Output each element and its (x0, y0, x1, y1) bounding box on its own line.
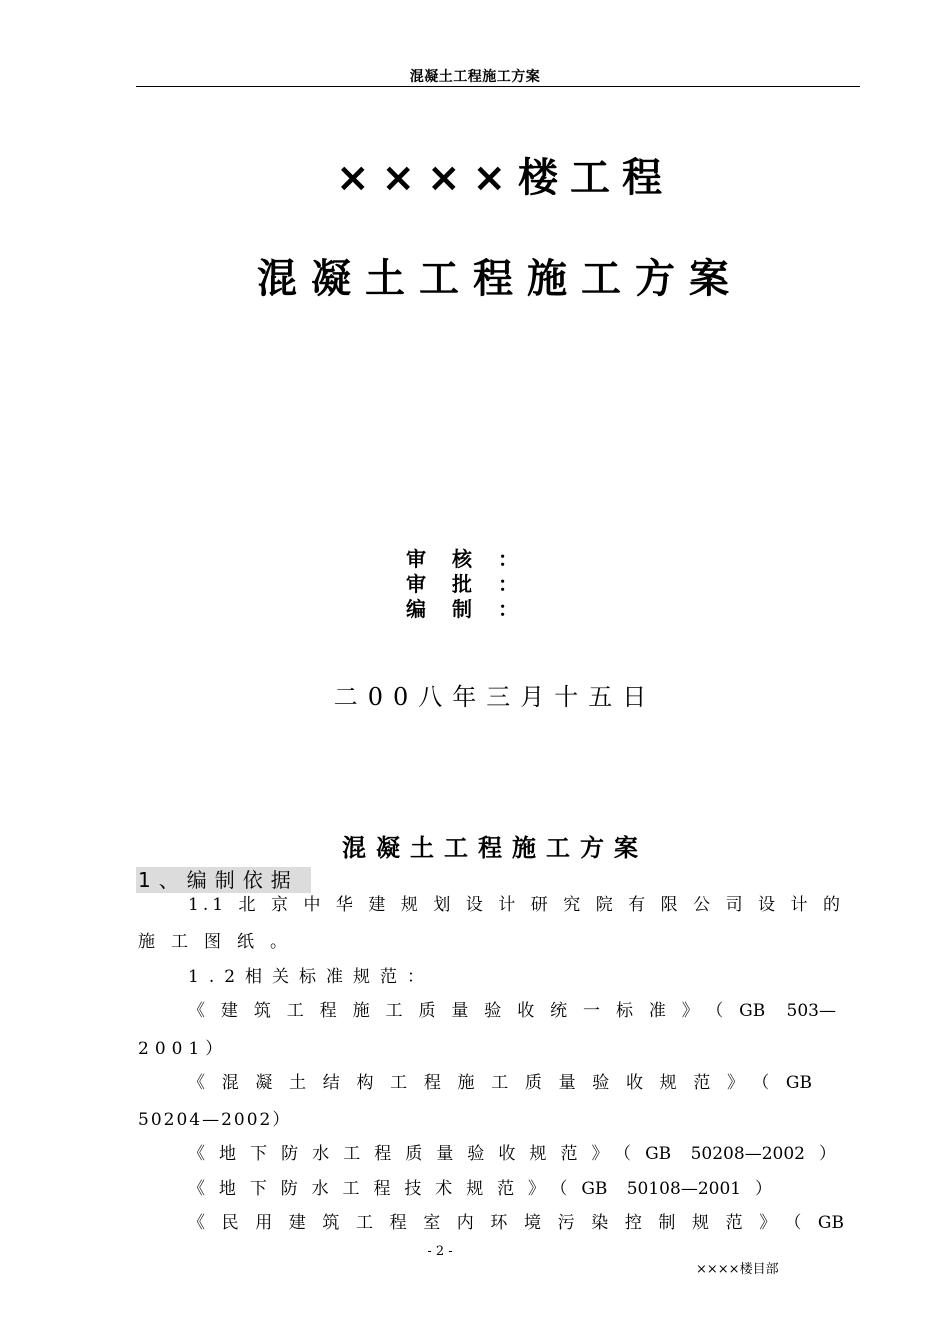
signature-colon: ： (498, 547, 518, 571)
signature-colon: ： (498, 597, 518, 621)
standard-item: 《建筑工程施工质量验收统一标准》（GB 503— (188, 1001, 836, 1021)
standard-item: 《地下防水工程技术规范》（GB 50108—2001） (188, 1179, 772, 1199)
header-rule (136, 86, 860, 87)
signature-compile (406, 593, 518, 622)
standard-item-cont: 2001） (138, 1039, 229, 1059)
running-header-title: 混凝土工程施工方案 (409, 69, 541, 85)
standard-item: 《地下防水工程质量验收规范》（GB 50208—2002） (188, 1144, 836, 1164)
footer-department: ××××楼目部 (696, 1262, 779, 1277)
item-1-2: 1.2相关标准规范： (188, 967, 435, 987)
cover-project-title: ××××楼工程 (335, 155, 675, 201)
cover-plan-title: 混凝土工程施工方案 (257, 256, 743, 302)
standard-item: 《混凝土结构工程施工质量验收规范》（GB (188, 1073, 812, 1093)
signature-label: 审批 (406, 572, 498, 596)
signature-label: 编制 (406, 597, 498, 621)
item-1-1-line2: 施工图纸。 (138, 932, 303, 952)
cover-date: 二00八年三月十五日 (333, 683, 657, 711)
body-title: 混凝土工程施工方案 (342, 834, 648, 862)
page-number: - 2 - (427, 1244, 453, 1259)
standard-item: 《民用建筑工程室内环境污染控制规范》（GB (188, 1213, 844, 1233)
item-1-1-line1: 1.1北京中华建规划设计研究院有限公司设计的 (188, 895, 844, 915)
signature-colon: ： (498, 572, 518, 596)
signature-label: 审核 (406, 547, 498, 571)
section-heading: 1、编制依据 (136, 867, 311, 893)
standard-item-cont: 50204—2002） (138, 1110, 292, 1130)
